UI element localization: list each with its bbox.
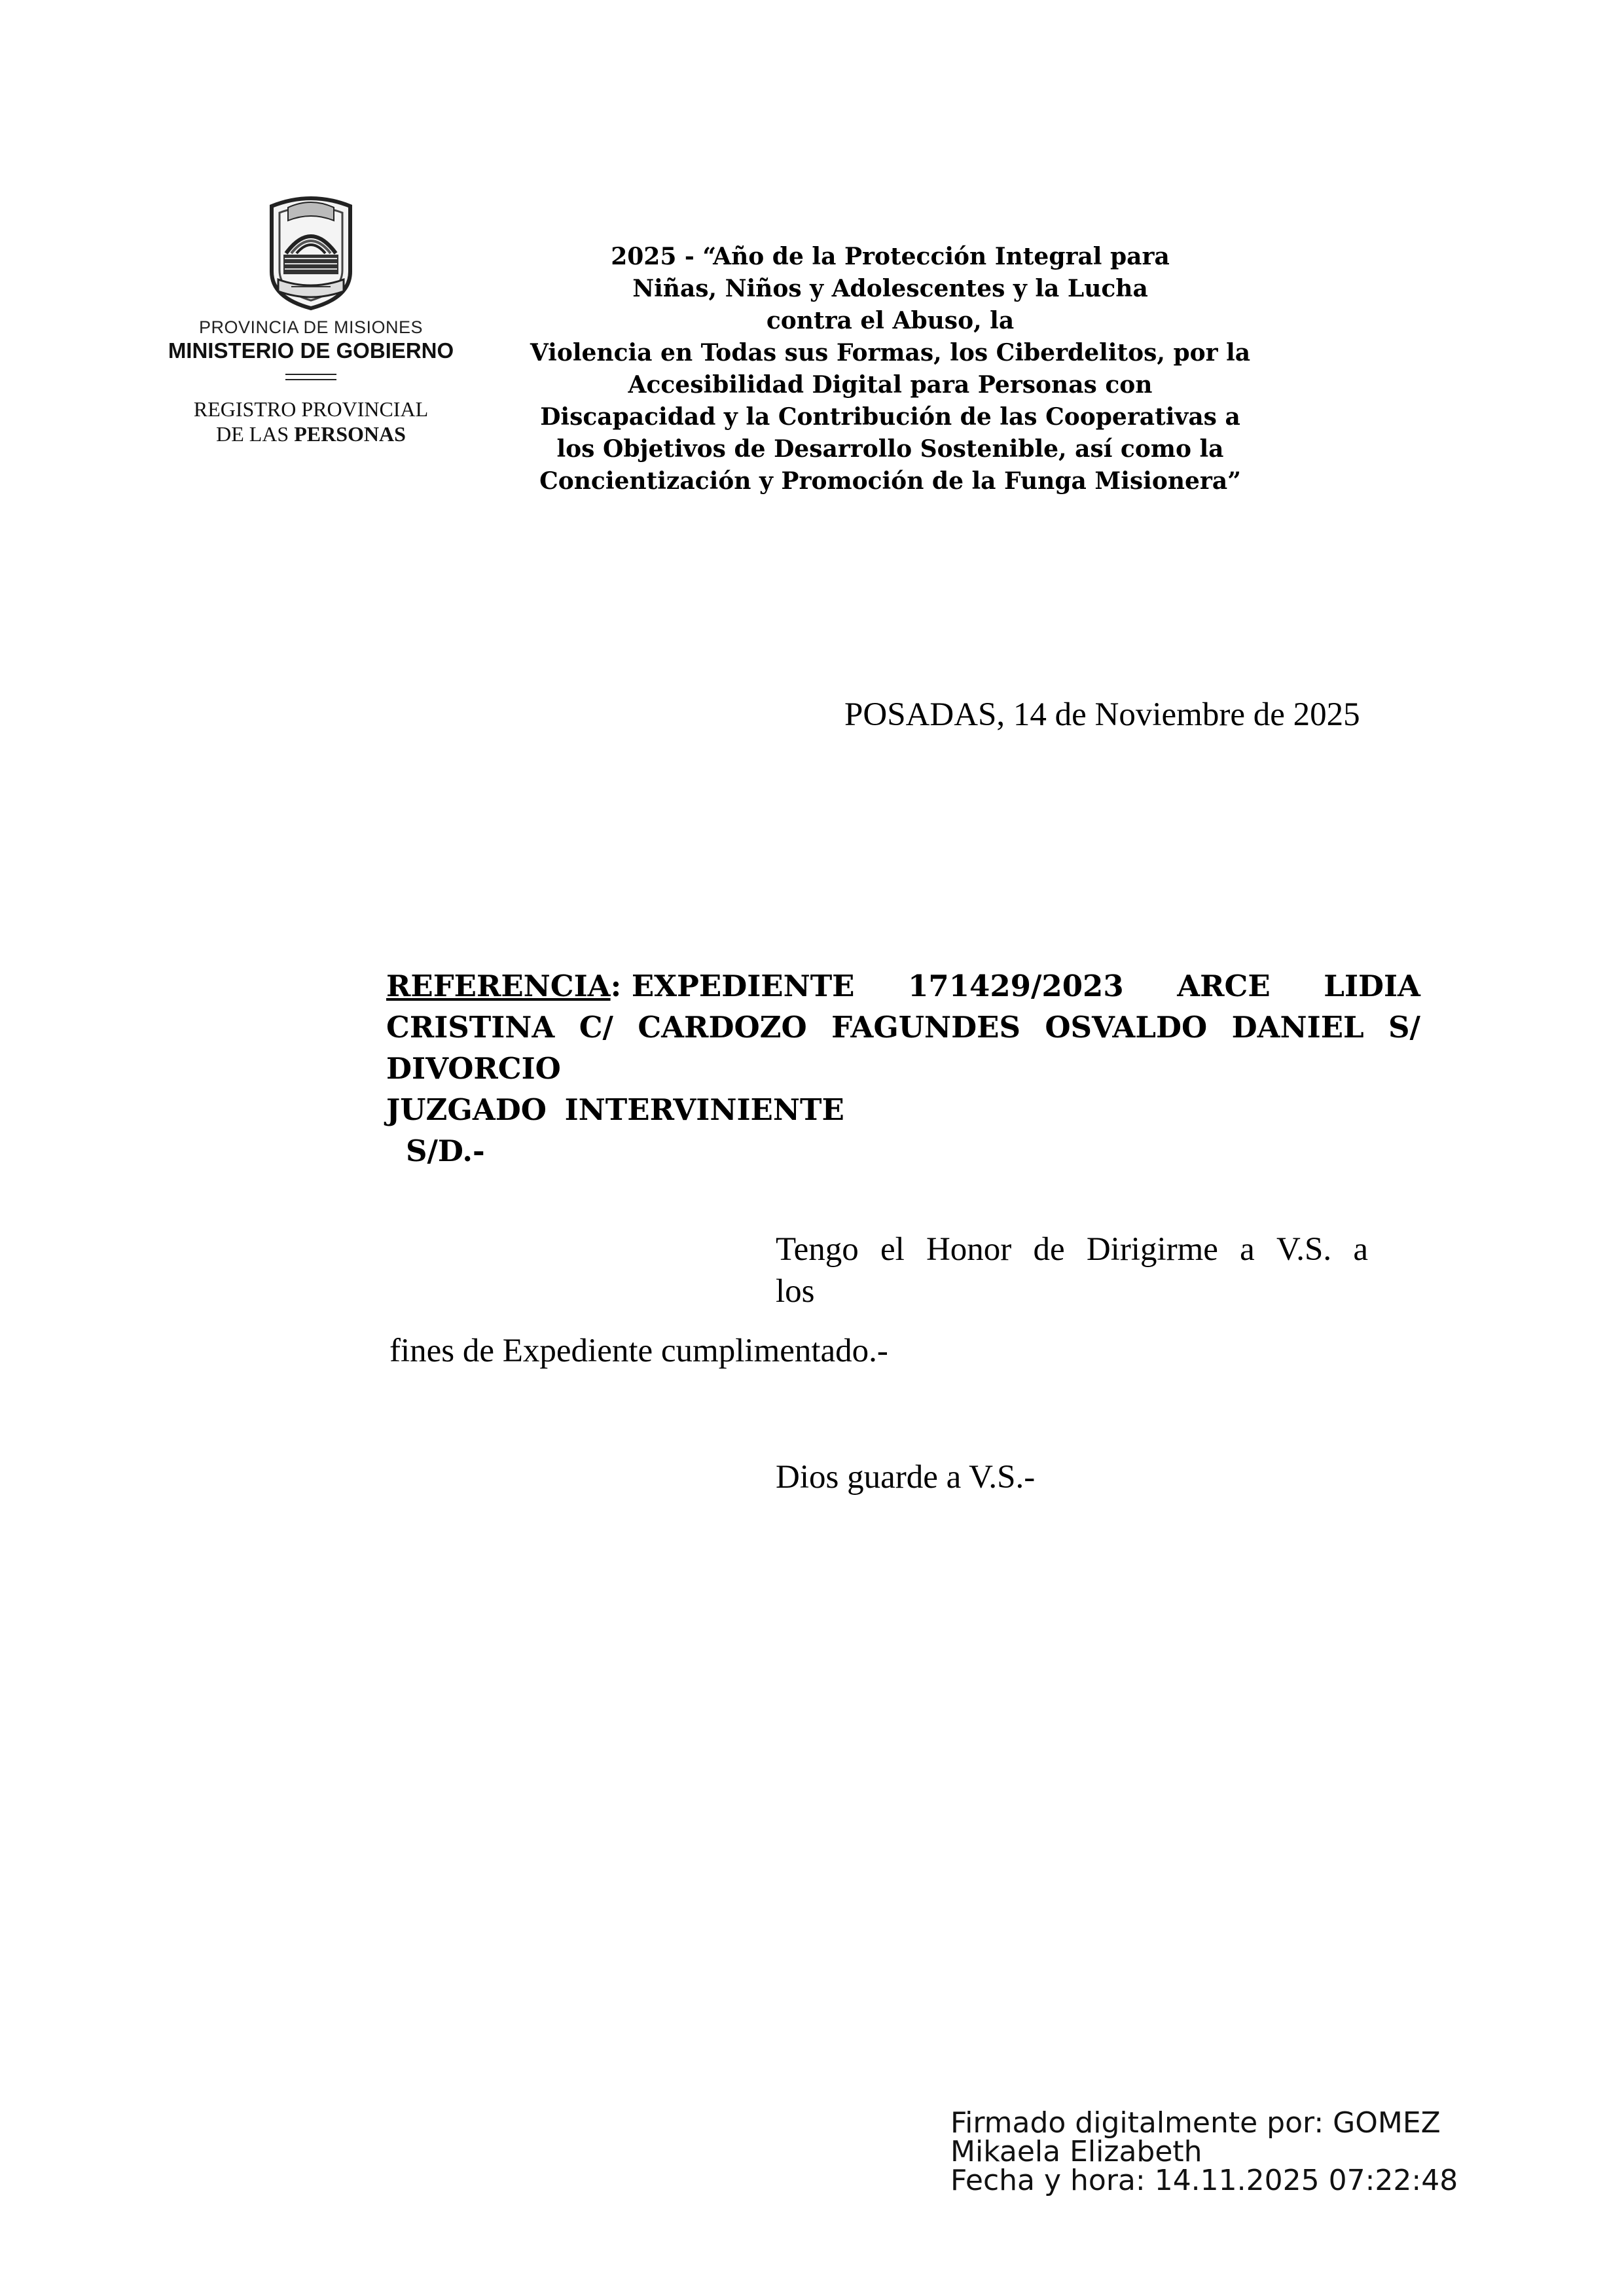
province-seal-icon: [252, 193, 370, 311]
registry-line-2: [157, 422, 465, 446]
body-paragraph-1-line-2: los: [776, 1273, 815, 1310]
reference-word: CRISTINA: [386, 1010, 555, 1045]
reference-word: DANIEL: [1231, 1010, 1364, 1045]
province-name: PROVINCIA DE MISIONES: [198, 317, 424, 337]
motto-line: Accesibilidad Digital para Personas con: [628, 371, 1153, 399]
reference-block: [386, 965, 1420, 1172]
motto-line: Niñas, Niños y Adolescentes y la Lucha: [632, 275, 1148, 302]
body-word: de: [1033, 1231, 1065, 1268]
motto-line: 2025 - “Año de la Protección Integral para: [611, 243, 1170, 270]
closing-line: Dios guarde a V.S.-: [776, 1459, 1036, 1496]
date-line: POSADAS, 14 de Noviembre de 2025: [844, 696, 1360, 733]
ministry-rule-divider: [285, 374, 336, 375]
registry-line-1: REGISTRO PROVINCIAL: [193, 397, 429, 421]
reference-word: : EXPEDIENTE: [610, 969, 855, 1003]
body-paragraph-1-line-1: [776, 1230, 1368, 1268]
reference-line-4: [386, 1089, 1420, 1130]
reference-word: ARCE: [1177, 969, 1271, 1003]
reference-word: LIDIA: [1324, 969, 1420, 1003]
reference-label: REFERENCIA: [386, 969, 611, 1003]
reference-line-2: [386, 1007, 1420, 1048]
body-word: Tengo: [776, 1231, 859, 1268]
motto-line: Discapacidad y la Contribución de las Cooperativas a: [540, 403, 1240, 431]
signature-line-1: Firmado digitalmente por: GOMEZ: [950, 2106, 1441, 2140]
motto-line: contra el Abuso, la: [766, 307, 1015, 334]
reference-word: CARDOZO: [638, 1010, 807, 1045]
signature-line-3: Fecha y hora: 14.11.2025 07:22:48: [950, 2164, 1458, 2197]
reference-line-3: DIVORCIO: [386, 1051, 561, 1086]
reference-line-5: S/D.-: [406, 1134, 485, 1168]
letterhead-logo: [157, 193, 465, 461]
reference-word: OSVALDO: [1045, 1010, 1208, 1045]
body-word: el: [880, 1231, 905, 1268]
ministry-rule-divider: [285, 379, 336, 380]
body-paragraph-2: fines de Expediente cumplimentado.-: [389, 1333, 888, 1369]
body-word: V.S.: [1276, 1231, 1332, 1268]
reference-word: FAGUNDES: [831, 1010, 1020, 1045]
court-label: JUZGADO INTERVINIENTE: [386, 1092, 844, 1127]
body-word: a: [1353, 1231, 1368, 1268]
body-paragraph-1: [776, 1230, 1368, 1310]
motto-line: los Objetivos de Desarrollo Sostenible, así como la: [556, 435, 1224, 463]
reference-word: C/: [579, 1010, 613, 1045]
body-word: a: [1240, 1231, 1255, 1268]
motto-line: Concientización y Promoción de la Funga Misionera”: [539, 467, 1241, 495]
year-motto: [488, 241, 1293, 497]
reference-word: S/: [1388, 1010, 1420, 1045]
motto-line: Violencia en Todas sus Formas, los Ciberdelitos, por la: [530, 339, 1251, 367]
registry-line-2-strong: PERSONAS: [294, 422, 406, 446]
reference-word: 171429/2023: [908, 969, 1124, 1003]
registry-line-2-prefix: DE LAS: [216, 422, 289, 446]
signature-line-2: Mikaela Elizabeth: [950, 2135, 1202, 2168]
body-word: Honor: [926, 1231, 1012, 1268]
ministry-name: MINISTERIO DE GOBIERNO: [168, 338, 454, 363]
body-word: Dirigirme: [1086, 1231, 1218, 1268]
reference-line-1: [386, 965, 1420, 1007]
digital-signature: [950, 2106, 1458, 2197]
reference-head: [386, 965, 854, 1007]
